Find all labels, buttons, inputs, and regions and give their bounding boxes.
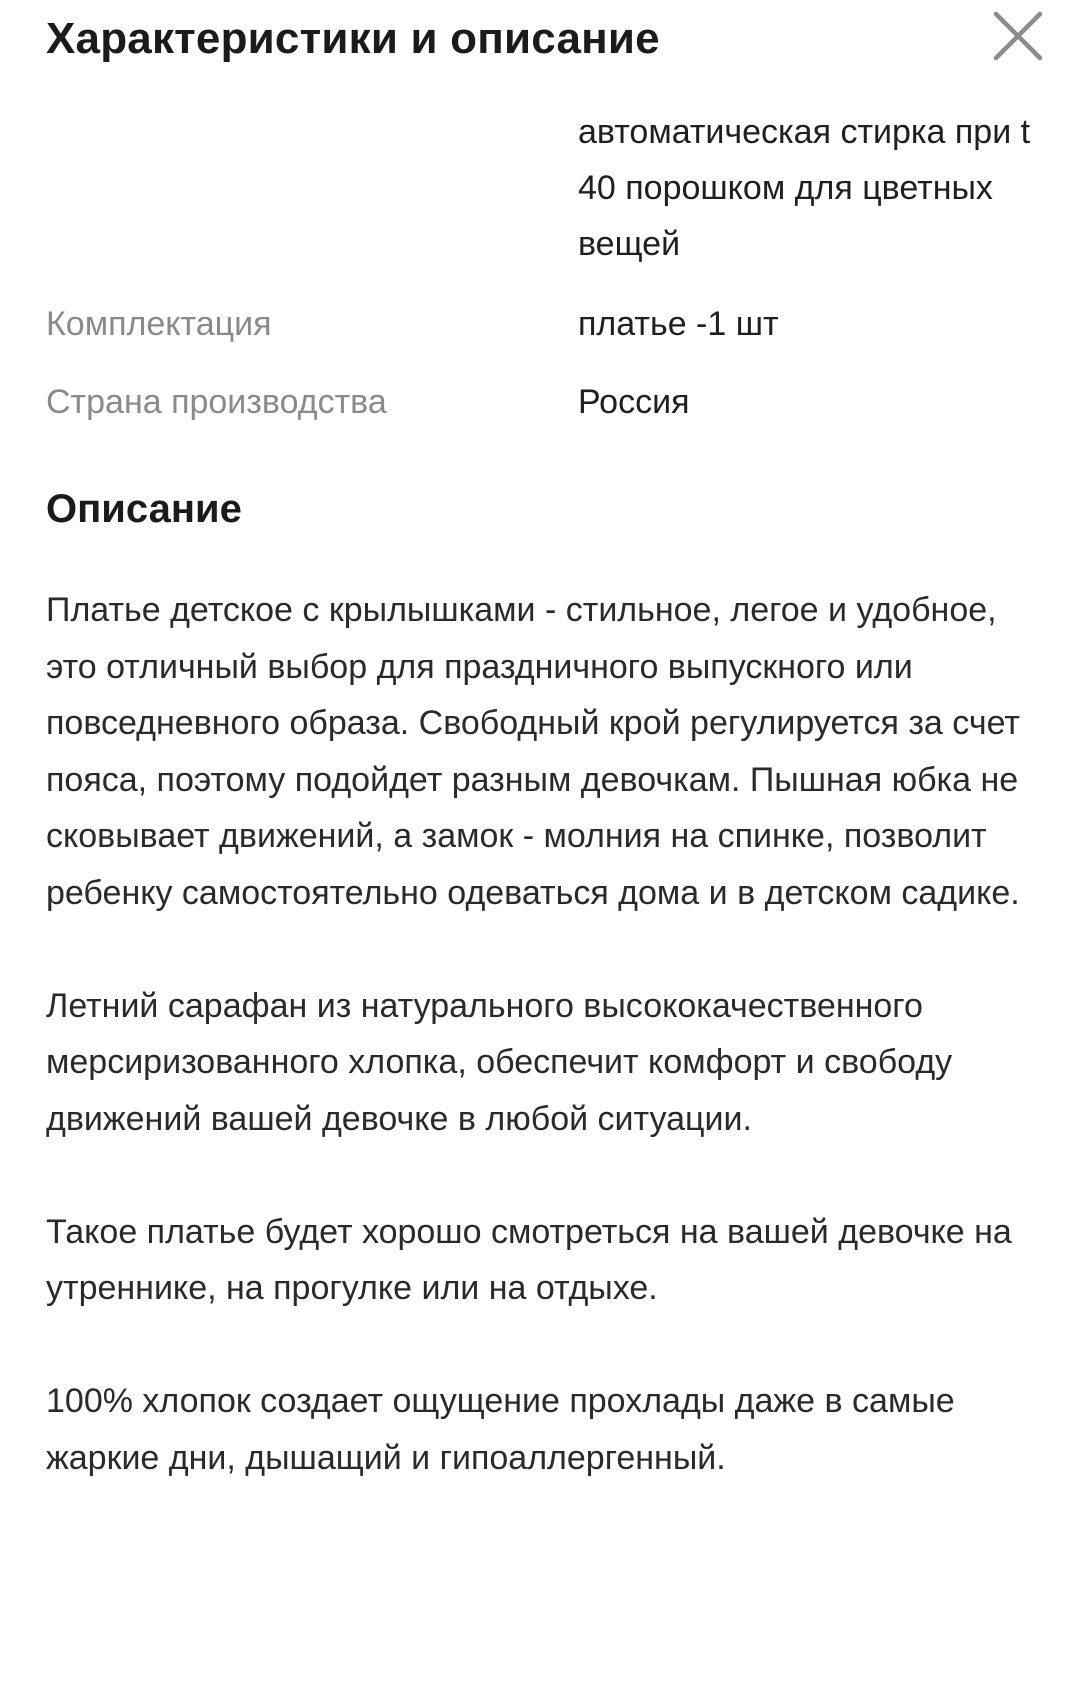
spec-row-package xyxy=(46,296,1036,352)
spec-label xyxy=(46,104,578,272)
spec-row-care xyxy=(46,104,1036,272)
sheet-header xyxy=(46,8,1046,88)
description-paragraph: Летний сарафан из натурального высококачественного мерсиризованного хлопка, обеспечит комфорт и свободу движений вашей девочке в любой ситуации. xyxy=(46,986,953,1138)
spec-label: Страна производства xyxy=(46,383,387,421)
description-paragraph: Такое платье будет хорошо смотреться на вашей девочке на утреннике, на прогулке или на отдыхе. xyxy=(46,1212,1012,1307)
specs-table xyxy=(46,104,1036,430)
description-paragraph: Платье детское с крылышками - стильное, легое и удобное, это отличный выбор для праздничного выпускного или повседневного образа. Свободный крой регулируется за счет пояса, поэтому подойдет разным девочкам. Пышная юбка не сковывает движений, а замок - молния на спинке, позволит ребенку самостоятельно одеваться дома и в детском садике. xyxy=(46,591,1020,912)
description-body xyxy=(46,582,1036,1486)
description-title: Описание xyxy=(46,487,242,531)
spec-row-country xyxy=(46,374,1036,430)
close-icon[interactable] xyxy=(990,8,1046,64)
close-button[interactable] xyxy=(990,8,1046,64)
spec-label: Комплектация xyxy=(46,305,272,343)
spec-value: платье -1 шт xyxy=(578,305,779,343)
sheet-title: Характеристики и описание xyxy=(46,14,660,63)
spec-value: автоматическая стирка при t 40 порошком для цветных вещей xyxy=(578,113,1031,263)
description-paragraph: 100% хлопок создает ощущение прохлады даже в самые жаркие дни, дышащий и гипоаллергенный. xyxy=(46,1382,955,1477)
spec-value: Россия xyxy=(578,383,690,421)
